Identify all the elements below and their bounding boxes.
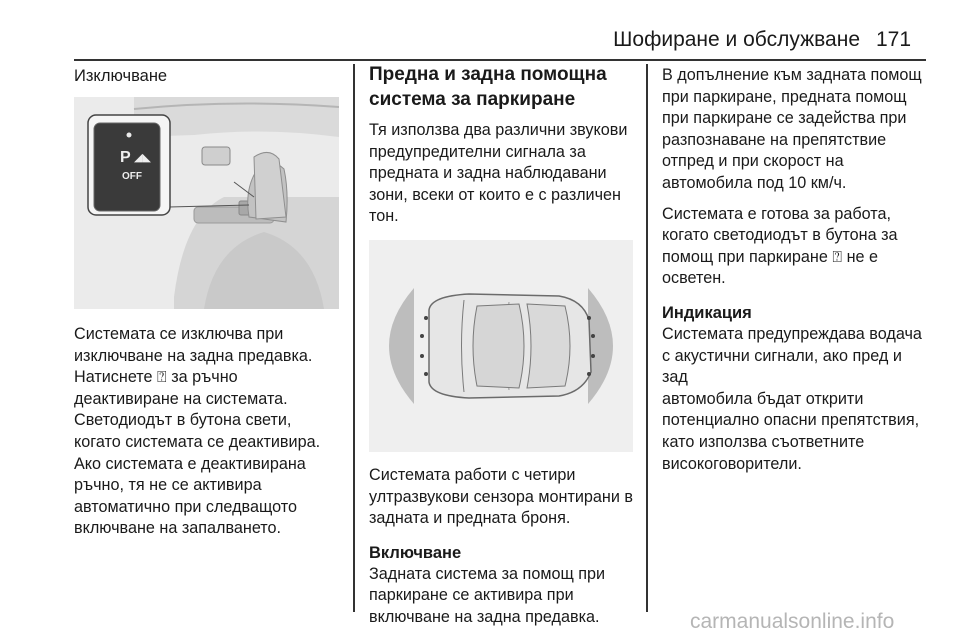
text-line: като използва съответните bbox=[662, 432, 865, 451]
text-line: В допълнение към задната помощ bbox=[662, 66, 922, 84]
text-line: отпред и при скорост на bbox=[662, 152, 844, 171]
subheading-indication: Индикация bbox=[662, 303, 752, 322]
text-line: разпознаване на препятствие bbox=[662, 130, 887, 149]
figure-car-sensor-zones bbox=[369, 240, 633, 452]
text-line: паркиране се активира при bbox=[369, 586, 574, 605]
subheading-activation: Включване bbox=[369, 543, 462, 562]
button-label-off: OFF bbox=[122, 171, 142, 182]
column-3 bbox=[662, 62, 932, 475]
text-line: включване на задна предавка. bbox=[369, 607, 600, 626]
console-illustration bbox=[74, 97, 339, 309]
watermark: carmanualsonline.info bbox=[690, 610, 895, 633]
front-assist-text bbox=[662, 65, 932, 195]
text-line: Системата е готова за работа, bbox=[662, 204, 891, 223]
text-line: Тя използва два различни звукови bbox=[369, 121, 628, 139]
text-line: тон. bbox=[369, 207, 399, 226]
text-line: когато светодиодът в бутона за bbox=[662, 226, 898, 245]
text-line: Системата се изключва при bbox=[74, 325, 284, 343]
column-1 bbox=[74, 62, 342, 540]
text-line: високоговорители. bbox=[662, 454, 802, 473]
text-line: ръчно, тя не се активира bbox=[74, 476, 262, 495]
text-line: помощ при паркиране ⍰ не е bbox=[662, 247, 879, 266]
text-line: при паркиране, предната помощ bbox=[662, 87, 907, 106]
page-number: 171 bbox=[876, 28, 912, 51]
car-top-view-illustration bbox=[369, 240, 633, 452]
figure-caption bbox=[369, 465, 635, 530]
section-heading-line: Предна и задна помощна bbox=[369, 64, 607, 85]
text-line: Светодиодът в бутона свети, bbox=[74, 411, 292, 430]
text-line: потенциално опасни препятствия, bbox=[662, 411, 920, 430]
text-line: при паркиране се задейства при bbox=[662, 109, 907, 128]
text-line: когато системата се деактивира. bbox=[74, 432, 321, 451]
text-line: осветен. bbox=[662, 269, 726, 288]
section-heading-line: система за паркиране bbox=[369, 89, 576, 110]
text-line: зони, всеки от които е с различен bbox=[369, 185, 621, 204]
column-2 bbox=[369, 62, 635, 629]
off-text bbox=[74, 324, 342, 540]
parking-sensor-icon: ◢◣ bbox=[134, 152, 151, 164]
header-title: Шофиране и обслужване bbox=[613, 28, 860, 51]
text-line: изключване на задна предавка. bbox=[74, 346, 313, 365]
column-rule-right bbox=[646, 64, 648, 612]
column-rule-left bbox=[353, 64, 355, 612]
indication-text bbox=[662, 324, 932, 475]
text-line: включване на запалването. bbox=[74, 519, 282, 538]
intro-text bbox=[369, 120, 635, 228]
button-label-p: P bbox=[120, 149, 131, 166]
text-line: с акустични сигнали, ако пред и зад bbox=[662, 346, 902, 387]
ready-text bbox=[662, 204, 932, 290]
text-line: предупредителни сигнала за bbox=[369, 142, 586, 161]
text-line: Ако системата е деактивирана bbox=[74, 454, 306, 473]
text-line: деактивиране на системата. bbox=[74, 389, 288, 408]
text-line: Задната система за помощ при bbox=[369, 564, 606, 583]
text-line: Системата работи с четири bbox=[369, 465, 576, 484]
text-line: задната и предната броня. bbox=[369, 509, 571, 528]
header-rule bbox=[74, 59, 926, 61]
figure-park-off-button bbox=[74, 97, 339, 309]
text-line: Натиснете ⍰ за ръчно bbox=[74, 368, 238, 387]
text-line: предната и задна наблюдавани bbox=[369, 164, 607, 183]
text-line: автомобила под 10 км/ч. bbox=[662, 173, 847, 192]
activation-text bbox=[369, 564, 635, 629]
section-heading-off: Изключване bbox=[74, 67, 168, 85]
text-line: автомобила бъдат открити bbox=[662, 389, 864, 408]
text-line: автоматично при следващото bbox=[74, 497, 297, 516]
text-line: ултразвукови сензора монтирани в bbox=[369, 487, 633, 506]
text-line: Системата предупреждава водача bbox=[662, 324, 922, 343]
